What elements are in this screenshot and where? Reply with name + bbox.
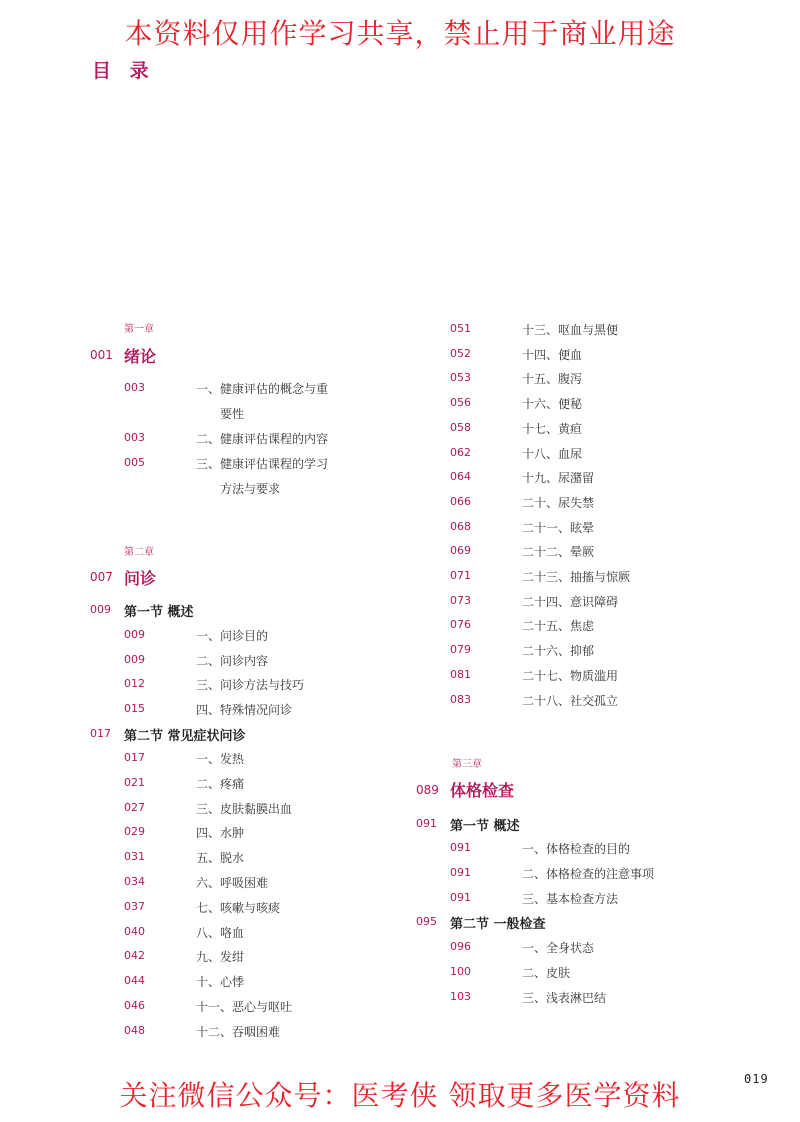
toc-entry[interactable]: 七、咳嗽与咳痰 [196,900,281,915]
toc-entry-page: 042 [124,949,145,963]
chapter-1-label: 第一章 [124,324,154,335]
toc-entry[interactable]: 三、皮肤黏膜出血 [196,801,293,816]
toc-entry[interactable]: 二十二、晕厥 [522,545,595,560]
toc-entry-page: 051 [450,322,471,335]
toc-entry[interactable]: 三、浅表淋巴结 [522,991,607,1005]
toc-entry[interactable]: 一、体格检查的目的 [522,842,631,856]
toc-entry[interactable]: 六、呼吸困难 [196,876,269,890]
toc-entry-continued: 要性 [220,407,245,421]
toc-entry[interactable]: 十七、黄疸 [522,421,583,436]
toc-entry-page: 058 [450,420,471,434]
toc-entry[interactable]: 五、脱水 [196,851,245,866]
toc-entry-page: 037 [124,899,145,913]
toc-entry[interactable]: 三、健康评估课程的学习 [196,457,329,471]
toc-entry[interactable]: 二十一、眩晕 [522,520,595,535]
section-title[interactable]: 第一节 概述 [124,605,194,620]
toc-entry-page: 012 [124,677,145,691]
toc-title: 目 录 [92,60,155,82]
top-watermark-banner: 本资料仅用作学习共享，禁止用于商业用途 [124,17,676,50]
section-title[interactable]: 第二节 常见症状问诊 [124,729,246,744]
toc-entry[interactable]: 十四、便血 [522,347,583,362]
section-page: 009 [90,603,111,616]
toc-entry-page: 044 [124,974,145,988]
toc-entry-page: 015 [124,702,145,716]
toc-entry-page: 027 [124,800,145,814]
toc-entry-page: 021 [124,775,145,789]
toc-entry[interactable]: 二十八、社交孤立 [522,693,619,708]
toc-entry[interactable]: 三、问诊方法与技巧 [196,678,305,693]
toc-entry-page: 091 [450,841,471,854]
toc-entry-page: 048 [124,1023,145,1037]
toc-entry-continued: 方法与要求 [220,482,281,496]
toc-entry[interactable]: 十二、吞咽困难 [196,1024,281,1039]
toc-entry-page: 009 [124,652,145,666]
chapter-2-title[interactable]: 问诊 [124,569,157,588]
toc-entry-page: 009 [124,628,145,641]
toc-entry[interactable]: 二、健康评估课程的内容 [196,432,329,446]
toc-entry[interactable]: 九、发绀 [196,950,245,965]
toc-entry[interactable]: 十三、呕血与黑便 [522,323,619,337]
toc-entry-page: 069 [450,544,471,558]
toc-entry-page: 066 [450,494,471,508]
toc-entry[interactable]: 十五、腹泻 [522,372,583,387]
toc-entry[interactable]: 二十六、抑郁 [522,644,595,659]
section-title[interactable]: 第二节 一般检查 [450,917,546,932]
toc-entry[interactable]: 二十五、焦虑 [522,619,595,634]
toc-entry[interactable]: 二、问诊内容 [196,653,269,668]
toc-entry-page: 091 [450,891,471,904]
toc-entry-page: 017 [124,751,145,764]
toc-entry[interactable]: 十九、尿潴留 [522,471,595,486]
toc-entry-page: 034 [124,875,145,888]
toc-entry-page: 053 [450,371,471,385]
toc-entry[interactable]: 一、发热 [196,752,245,766]
section-page: 095 [416,915,437,928]
chapter-3-title[interactable]: 体格检查 [450,781,515,800]
toc-entry[interactable]: 一、健康评估的概念与重 [196,382,329,396]
toc-entry-page: 062 [450,445,471,459]
toc-entry-page: 046 [124,999,145,1012]
toc-entry[interactable]: 二、疼痛 [196,776,245,791]
toc-entry-page: 056 [450,396,471,410]
toc-entry-page: 083 [450,692,471,706]
toc-entry-page: 071 [450,569,471,582]
toc-entry-page: 076 [450,618,471,632]
section-title[interactable]: 第一节 概述 [450,819,520,834]
toc-entry-page: 079 [450,643,471,657]
toc-entry-page: 040 [124,924,145,938]
toc-entry-page: 073 [450,593,471,607]
chapter-2-page: 007 [90,570,113,584]
chapter-1-page: 001 [90,348,113,362]
toc-entry-page: 064 [450,470,471,484]
chapter-3-label: 第三章 [452,759,482,770]
page-number: 019 [744,1072,769,1086]
toc-entry-page: 003 [124,431,145,444]
toc-entry[interactable]: 一、全身状态 [522,941,595,955]
toc-entry-page: 029 [124,825,145,839]
toc-entry[interactable]: 三、基本检查方法 [522,892,619,906]
toc-entry-page: 003 [124,381,145,394]
toc-entry[interactable]: 四、水肿 [196,826,245,841]
toc-entry[interactable]: 二十四、意识障碍 [522,594,619,609]
toc-entry-page: 081 [450,667,471,681]
toc-entry[interactable]: 二十七、物质滥用 [522,668,619,683]
toc-entry[interactable]: 二十、尿失禁 [522,495,595,510]
section-page: 091 [416,817,437,830]
toc-entry-page: 031 [124,850,145,864]
toc-entry[interactable]: 十一、恶心与呕吐 [196,1000,293,1014]
toc-entry[interactable]: 二、皮肤 [522,966,571,980]
toc-entry[interactable]: 八、咯血 [196,925,245,940]
toc-entry-page: 100 [450,965,471,978]
toc-entry[interactable]: 十八、血尿 [522,446,583,461]
toc-entry-page: 096 [450,940,471,953]
toc-entry-page: 091 [450,866,471,879]
chapter-3-page: 089 [416,783,439,797]
toc-entry-page: 068 [450,519,471,533]
section-page: 017 [90,727,111,740]
toc-entry-page: 052 [450,346,471,360]
toc-entry[interactable]: 二、体格检查的注意事项 [522,867,655,881]
toc-entry[interactable]: 四、特殊情况问诊 [196,703,293,718]
chapter-2-label: 第二章 [124,547,154,558]
toc-entry[interactable]: 一、问诊目的 [196,629,269,643]
bottom-watermark-banner: 关注微信公众号：医考侠 领取更多医学资料 [119,1079,681,1112]
chapter-1-title[interactable]: 绪论 [124,347,157,366]
toc-entry[interactable]: 十、心悸 [196,975,245,990]
toc-entry[interactable]: 二十三、抽搐与惊厥 [522,570,631,584]
toc-entry-page: 103 [450,990,471,1003]
toc-entry[interactable]: 十六、便秘 [522,397,583,412]
toc-entry-page: 005 [124,456,145,469]
